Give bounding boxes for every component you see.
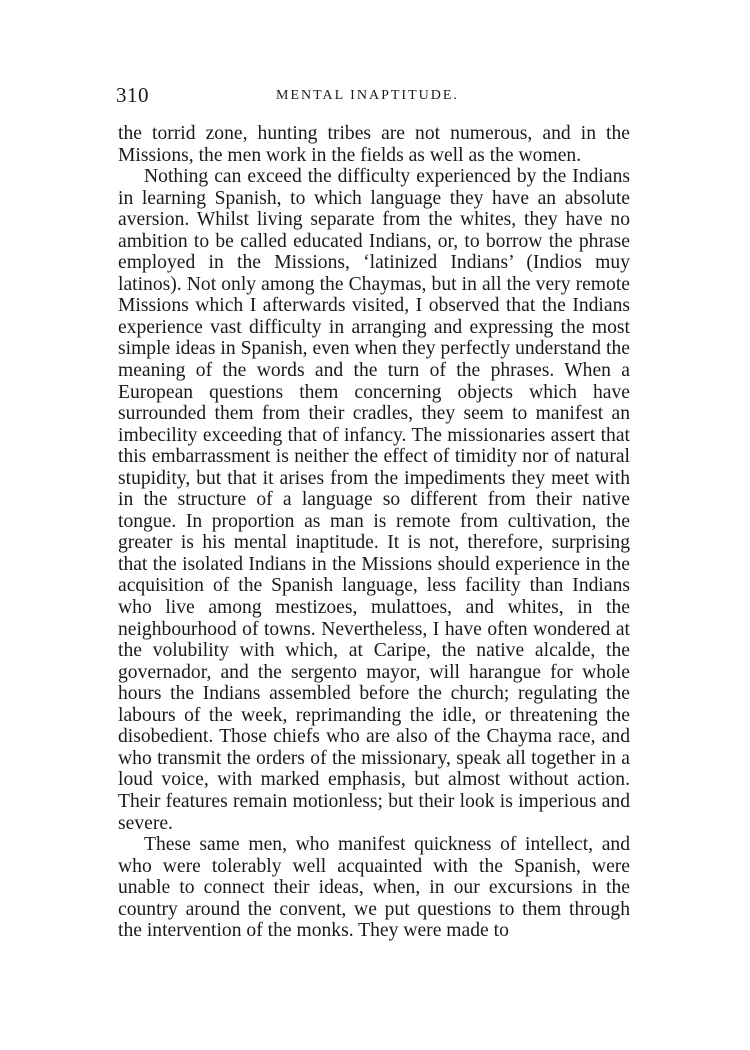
paragraph: Nothing can exceed the difficulty experienced by the Indians in learning Spanish, to which language they have an absolute aversion. Whilst living separate from the whites, they have no ambition to be called educated Indians, or, to borrow the phrase employed in the Missions, ‘latinized Indians’ (Indios muy latinos). Not only among the Chaymas, but in all the very remote Missions which I afterwards visited, I observed that the Indians experience vast difficulty in arranging and expressing the most simple ideas in Spanish, even when they perfectly understand the meaning of the words and the turn of the phrases. When a European questions them concerning objects which have surrounded them from their cradles, they seem to manifest an imbecility exceeding that of infancy. The missionaries assert that this embarrassment is neither the effect of timidity nor of natural stupidity, but that it arises from the impediments they meet with in the structure of a language so different from their native tongue. In proportion as man is remote from cultivation, the greater is his mental inaptitude. It is not, therefore, surprising that the isolated Indians in the Missions should experience in the acquisition of the Spanish language, less facility than Indians who live among mestizoes, mulattoes, and whites, in the neighbourhood of towns. Nevertheless, I have often wondered at the volubility with which, at Caripe, the native alcalde, the governador, and the sergento mayor, will harangue for whole hours the Indians assembled before the church; regulating the labours of the week, reprimanding the idle, or threatening the disobedient. Those chiefs who are also of the Chayma race, and who transmit the orders of the missionary, speak all together in a loud voice, with marked emphasis, but almost without action. Their features remain motionless; but their look is imperious and severe. bbox=[118, 166, 630, 834]
page-number: 310 bbox=[116, 83, 149, 107]
body-text bbox=[118, 123, 630, 942]
page-header bbox=[116, 80, 636, 114]
running-head: MENTAL INAPTITUDE. bbox=[276, 88, 459, 103]
paragraph: These same men, who manifest quickness of intellect, and who were tolerably well acquainted with the Spanish, were unable to connect their ideas, when, in our excursions in the country around the convent, we put questions to them through the intervention of the monks. They were made to bbox=[118, 834, 630, 942]
paragraph-continued: the torrid zone, hunting tribes are not numerous, and in the Missions, the men work in the fields as well as the women. bbox=[118, 123, 630, 166]
